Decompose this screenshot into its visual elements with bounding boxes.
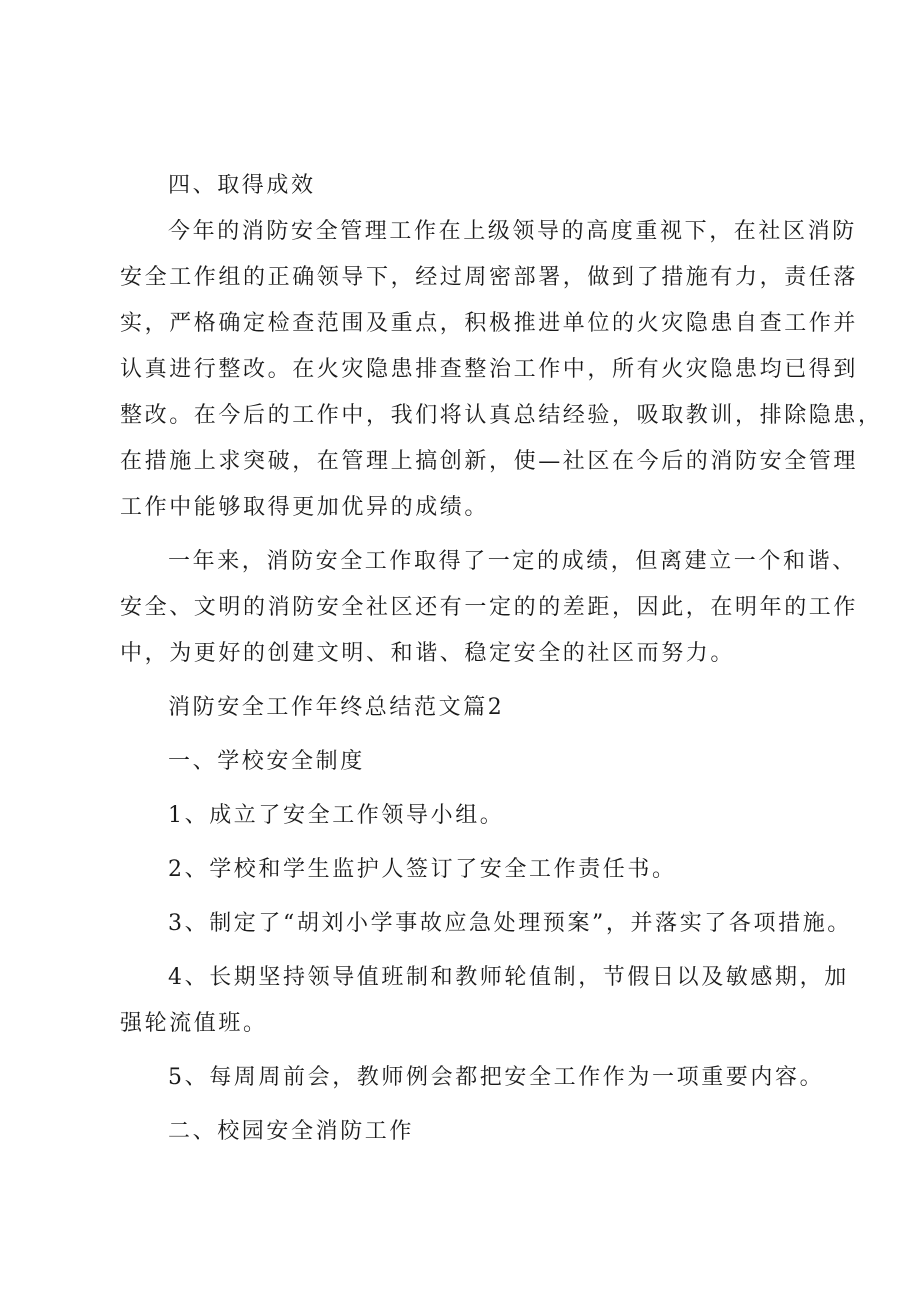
list-item: 1、成立了安全工作领导小组。	[168, 803, 505, 828]
section-heading-school-safety: 一、学校安全制度	[168, 749, 365, 774]
section-heading-results: 四、取得成效	[168, 173, 316, 198]
paragraph-line: 安全工作组的正确领导下，经过周密部署，做到了措施有力，责任落	[120, 265, 859, 290]
paragraph-line: 实，严格确定检查范围及重点，积极推进单位的火灾隐患自查工作并	[120, 311, 859, 336]
paragraph-line: 今年的消防安全管理工作在上级领导的高度重视下，在社区消防	[168, 219, 857, 244]
paragraph-line: 强轮流值班。	[120, 1011, 268, 1036]
document-body	[120, 163, 883, 1155]
paragraph-line: 认真进行整改。在火灾隐患排查整治工作中，所有火灾隐患均已得到	[120, 357, 859, 382]
paragraph-line: 安全、文明的消防安全社区还有一定的的差距，因此，在明年的工作	[120, 595, 859, 620]
list-item: 2、学校和学生监护人签订了安全工作责任书。	[168, 857, 677, 882]
paragraph-line: 整改。在今后的工作中，我们将认真总结经验，吸取教训，排除隐患，	[120, 403, 883, 428]
paragraph-line: 在措施上求突破，在管理上搞创新，使—社区在今后的消防安全管理	[120, 449, 859, 474]
paragraph-year-summary	[120, 539, 859, 677]
paragraph-line: 中，为更好的创建文明、和谐、稳定安全的社区而努力。	[120, 641, 736, 666]
section-heading-fire-safety: 二、校园安全消防工作	[168, 1119, 415, 1144]
paragraph-annual-work	[120, 209, 883, 531]
paragraph-line: 工作中能够取得更加优异的成绩。	[120, 495, 490, 520]
list-item	[120, 955, 849, 1047]
paragraph-line: 4、长期坚持领导值班制和教师轮值制，节假日以及敏感期，加	[168, 965, 849, 990]
list-item: 3、制定了“胡刘小学事故应急处理预案”，并落实了各项措施。	[168, 911, 852, 936]
list-item: 5、每周周前会，教师例会都把安全工作作为一项重要内容。	[168, 1065, 825, 1090]
paragraph-line: 一年来，消防安全工作取得了一定的成绩，但离建立一个和谐、	[168, 549, 857, 574]
article-title: 消防安全工作年终总结范文篇2	[168, 695, 505, 720]
